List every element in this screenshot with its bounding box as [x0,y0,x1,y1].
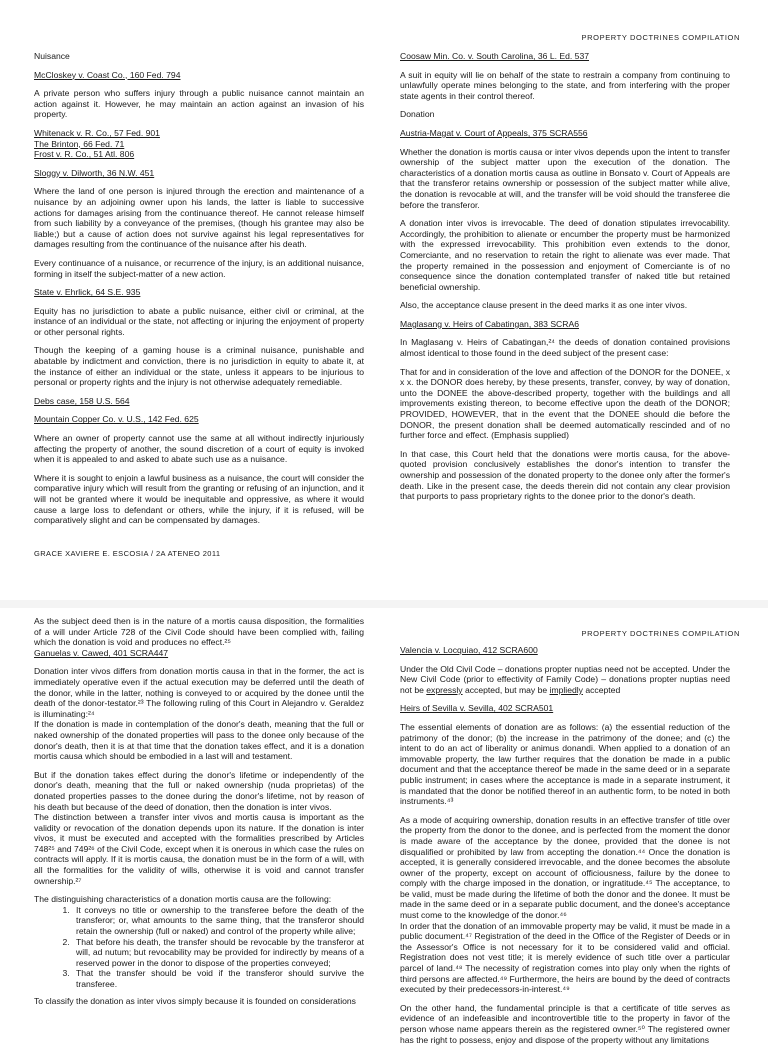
paragraph: In order that the donation of an immovable property may be valid, it must be made in a public document.⁴⁷ Registration of the deed in the Office of the Register of Deeds or in the Assessor's Office is not necessary for it to be considered valid and official. Registration does not vest title; it is merely evidence of such title over a particular parcel of land.⁴⁸ The necessity of registration comes into play only when the rights of third persons are affected.⁴⁹ Furthermore, the heirs are bound by the deed of contracts executed by their predecessors-in-interest.⁴⁹ [400,920,730,995]
text-run: Under the Old Civil Code – donations propter nuptias need not be accepted. Under the New Civil Code (prior to effectivity of Family Code) – donations propter nuptias need not be [400,663,730,695]
page-2 [0,608,768,1045]
case-citation: Austria-Magat v. Court of Appeals, 375 SCRA556 [400,127,588,138]
paragraph: Where the land of one person is injured through the erection and maintenance of a nuisance by an adjoining owner upon his lands, the latter is liable to successive actions for damages arising from the continuance thereof. He cannot release himself from such liability by a conveyance of the premises, (though his grantee may also be liable;) but a cause of action does not survive against his legal representatives for damages resulting from the continuance of the nuisance after his death. [34,186,364,250]
case-citation: Sloggy v. Dilworth, 36 N.W. 451 [34,167,155,178]
paragraph: Equity has no jurisdiction to abate a public nuisance, either civil or criminal, at the instance of an individual or the state, not affecting or injuring the enjoyment of property or other personal rights. [34,305,364,337]
paragraph: But if the donation takes effect during the donor's lifetime or independently of the donor's death, meaning that the full or naked ownership (nuda proprietas) of the donated properties passes to the donee during the donor's lifetime, not by reason of his death but because of the deed of donation, then the donation is inter vivos. [34,769,364,812]
case-citation: Whitenack v. R. Co., 57 Fed. 901 [34,127,160,138]
emphasis-expressly: expressly [426,684,463,695]
paragraph: A private person who suffers injury through a public nuisance cannot maintain an action against it. However, he may maintain an action against an invasion of his property. [34,88,364,120]
paragraph: The distinguishing characteristics of a donation mortis causa are the following: [34,894,332,905]
text-run: accepted [582,684,621,695]
section-heading-nuisance: Nuisance [34,51,70,61]
case-citation: Valencia v. Locquiao, 412 SCRA600 [400,645,538,655]
paragraph: A suit in equity will lie on behalf of the state to restrain a company from continuing to unlawfully operate mines belonging to the state, and from interfering with the proper state agents in their control thereof. [400,69,730,101]
paragraph: As the subject deed then is in the nature of a mortis causa disposition, the formalities of a will under Article 728 of the Civil Code should have been complied with, failing which the donation is void and produces no effect.²⁵ [34,616,364,648]
case-citation: McCloskey v. Coast Co., 160 Fed. 794 [34,69,181,80]
paragraph: The essential elements of donation are as follows: (a) the essential reduction of the patrimony of the donor; (b) the increase in the patrimony of the donee; and (c) the intent to do an act of liberality or animus donandi. When applied to a donation of an immovable property, the law further requires that the donation be made in a public document and that the acceptance thereof be made in the same deed or in a separate public instrument; in cases where the acceptance is made in a separate instrument, it is mandated that the donor be notified thereof in an authentic form, to be noted in both instruments.⁴³ [400,721,730,807]
paragraph: Where an owner of property cannot use the same at all without indirectly injuriously affecting the property of another, the sound discretion of a court of equity is invoked when it is appealed to and asked to abate such use as a nuisance. [34,433,364,465]
page-2-left-column [34,616,364,1014]
list-item: 1. It conveys no title or ownership to the transferee before the death of the transferor; or, what amounts to the same thing, that the transferor should retain the ownership (full or naked) and control of the property while alive; [72,905,364,937]
paragraph: Whether the donation is mortis causa or inter vivos depends upon the intent to transfer ownership of the subject matter upon the execution of the donation. The characteristics of a donation mortis causa as outline in Bonsato v. Court of Appeals are that the transferor retains ownership or possession of the subject matter while alive, the donation is revocable at will, and the transfer will be void should the transferee die before the transferor. [400,146,730,210]
paragraph: Though the keeping of a gaming house is a criminal nuisance, punishable and abatable by indictment and conviction, there is no jurisdiction in equity to abate it, at the instance of either an individual or the state, unless it appears to be injurious to personal or property rights and the injury is not otherwise adequately remediable. [34,345,364,388]
characteristics-list [34,905,364,990]
paragraph: In that case, this Court held that the donations were mortis causa, for the above-quoted provision conclusively establishes the donor's intention to transfer the ownership and possession of the donated property to the donee only after the former's death. Like in the present case, the deeds therein did not contain any clear provision that purports to pass proprietary rights to the donee prior to the donor's death. [400,448,730,502]
running-header: PROPERTY DOCTRINES COMPILATION [581,629,740,638]
running-header: PROPERTY DOCTRINES COMPILATION [581,33,740,42]
paragraph: As a mode of acquiring ownership, donation results in an effective transfer of title over the property from the donor to the donee, and is perfected from the moment the donor is made aware of the acceptance by the donee, provided that the donee is not disqualified or prohibited by law from accepting the donation.⁴⁴ Once the donation is accepted, it is generally considered irrevocable, and the donee becomes the absolute owner of the property, except on account of officiousness, failure by the donee to comply with the charge imposed in the donation, or ingratitude.⁴⁵ The acceptance, to be valid, must be made during the lifetime of both the donor and the donee. It must be made in the same deed or in a separate public document, and the donee's acceptance must come to the knowledge of the donor.⁴⁶ [400,814,730,921]
paragraph: A donation inter vivos is irrevocable. The deed of donation stipulates irrevocability. Accordingly, the prohibition to alienate or encumber the property must be harmonized with the expressed irrevocability. This prohibition even extends to the donor, Comerciante, and no reservation to retain the right to alienate was ever made. That the property remained in the possession and enjoyment of Comerciante is of no consequence since the donation contemplated transfer of naked title but retained beneficial ownership. [400,218,730,292]
paragraph: The distinction between a transfer inter vivos and mortis causa is important as the validity or revocation of the donation depends upon its nature. If the donation is inter vivos, it must be executed and accepted with the formalities prescribed by Articles 748²⁵ and 749²⁶ of the Civil Code, except when it is onerous in which case the rules on contracts will apply. If it is mortis causa, the donation must be in the form of a will, with all the formalities for the validity of wills, otherwise it is void and cannot transfer ownership.²⁷ [34,812,364,886]
case-citation: Mountain Copper Co. v. U.S., 142 Fed. 625 [34,414,199,425]
paragraph: In Maglasang v. Heirs of Cabatingan,²⁴ the deeds of donation contained provisions almost identical to those found in the deed subject of the present case: [400,337,730,359]
list-item: 3. That the transfer should be void if the transferor should survive the transferee. [72,968,364,989]
paragraph: Every continuance of a nuisance, or recurrence of the injury, is an additional nuisance, forming in itself the subject-matter of a new action. [34,257,364,279]
page-2-right-column [400,645,730,1053]
section-heading-donation: Donation [400,109,435,120]
case-citation: Frost v. R. Co., 51 Atl. 806 [34,149,135,160]
paragraph: If the donation is made in contemplation of the donor's death, meaning that the full or naked ownership of the donated properties will pass to the donee only because of the donor's death, then it is at that time that the donation takes effect, and it is a donation mortis causa which should be embodied in a last will and testament. [34,719,364,762]
paragraph: To classify the donation as inter vivos simply because it is founded on considerations [34,995,356,1006]
paragraph [400,664,730,696]
paragraph: Also, the acceptance clause present in the deed marks it as one inter vivos. [400,300,688,311]
emphasis-impliedly: impliedly [549,684,583,695]
paragraph: Where it is sought to enjoin a lawful business as a nuisance, the court will consider the comparative injury which will result from the granting or refusing of an injunction, and it will not be granted where it would be inequitable and oppressive, as where it would cause a large loss to defendant or others, while the injury, if it is refused, will be comparatively slight and can be compensated by damages. [34,472,364,526]
case-citation: Heirs of Sevilla v. Sevilla, 402 SCRA501 [400,703,554,714]
text-run: accepted, but may be [462,684,550,695]
page-1-right-column [400,51,730,510]
page-footer-author: GRACE XAVIERE E. ESCOSIA / 2A ATENEO 2011 [34,549,221,558]
page-1-left-column [34,51,364,534]
case-citation: Debs case, 158 U.S. 564 [34,395,130,406]
quoted-provision: That for and in consideration of the love and affection of the DONOR for the DONEE, x x x. the DONOR does hereby, by these presents, transfer, convey, by way of donation, unto the DONEE the above-described property, together with the buildings and all improvements existing thereon, to become effective upon the death of the DONOR; PROVIDED, HOWEVER, that in the event that the DONEE should die before the DONOR, the present donation shall be deemed automatically rescinded and of no further force and effect. (Emphasis supplied) [400,366,730,441]
case-citation: Maglasang v. Heirs of Cabatingan, 383 SCRA6 [400,318,579,329]
list-item: 2. That before his death, the transfer should be revocable by the transferor at will, ad nutum; but revocability may be provided for indirectly by means of a reserved power in the donor to dispose of the properties conveyed; [72,937,364,969]
paragraph: Donation inter vivos differs from donation mortis causa in that in the former, the act is immediately operative even if the actual execution may be deferred until the death of the donor, while in the latter, nothing is conveyed to or acquired by the donee until the death of the donor-testator.²³ The following ruling of this Court in Alejandro v. Geraldez is illuminating:²⁴ [34,666,364,719]
case-citation: Coosaw Min. Co. v. South Carolina, 36 L. Ed. 537 [400,51,590,61]
case-citation: The Brinton, 66 Fed. 71 [34,138,125,149]
case-citation: Ganuelas v. Cawed, 401 SCRA447 [34,647,169,658]
paragraph: On the other hand, the fundamental principle is that a certificate of title serves as evidence of an indefeasible and incontrovertible title to the property in favor of the person whose name appears therein as the registered owner.⁵⁰ The registered owner has the right to possess, enjoy and dispose of the property without any limitations [400,1002,730,1045]
page-separator [0,600,768,608]
case-citation: State v. Ehrlick, 64 S.E. 935 [34,287,141,298]
